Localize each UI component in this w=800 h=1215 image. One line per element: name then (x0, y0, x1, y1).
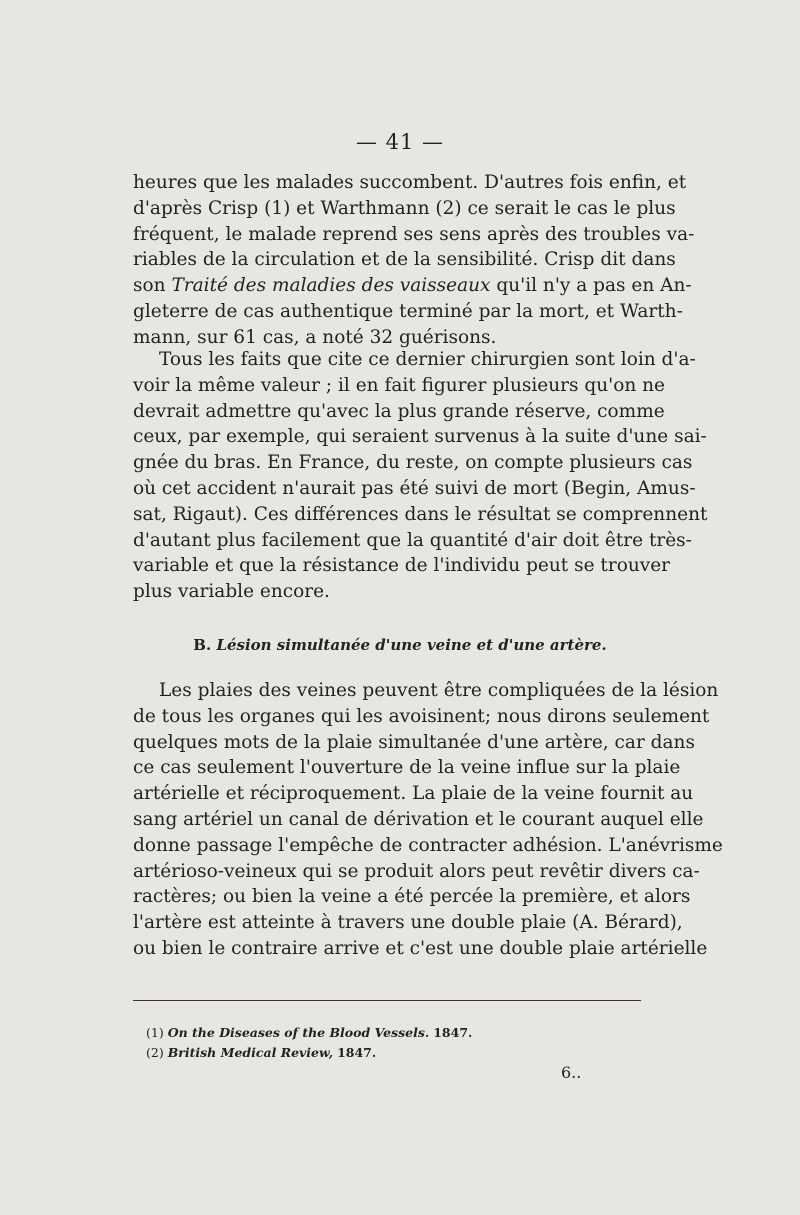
text-line: plus variable encore. (133, 581, 330, 603)
text-line: ce cas seulement l'ouverture de la veine influe sur la plaie (133, 757, 681, 779)
signature-mark: 6.. (561, 1063, 582, 1082)
footnote-divider (133, 1000, 641, 1001)
text-line: artérielle et réciproquement. La plaie de la veine fournit au (133, 783, 694, 805)
paragraph-2 (133, 347, 708, 605)
text-line: ou bien le contraire arrive et c'est une double plaie artérielle (133, 937, 708, 959)
text-line: Tous les faits que cite ce dernier chirurgien sont loin d'a- (159, 349, 696, 370)
paragraph-1 (133, 170, 695, 351)
text-line: heures que les malades succombent. D'autres fois enfin, et (133, 172, 687, 193)
footnote-title: British Medical Review, (167, 1045, 334, 1060)
text-line: variable et que la résistance de l'individu peut se trouver (133, 555, 670, 577)
text-line-with-title (133, 273, 692, 299)
paragraph-3 (133, 678, 723, 962)
text-line: sat, Rigaut). Ces différences dans le résultat se comprennent (133, 503, 708, 525)
text-line: mann, sur 61 cas, a noté 32 guérisons. (133, 326, 497, 348)
text-line: donne passage l'empêche de contracter adhésion. L'anévrisme (133, 834, 723, 856)
text-line: voir la même valeur ; il en fait figurer plusieurs qu'on ne (133, 374, 666, 396)
section-letter: B. (193, 636, 212, 654)
text-line: ractères; ou bien la veine a été percée la première, et alors (133, 886, 691, 908)
footnote-title: On the Diseases of the Blood Vessels. (167, 1025, 430, 1040)
text-run: qu'il n'y a pas en An- (490, 275, 692, 297)
text-line: riables de la circulation et de la sensibilité. Crisp dit dans (133, 249, 676, 271)
text-line: d'autant plus facilement que la quantité d'air doit être très- (133, 529, 692, 551)
text-line: Les plaies des veines peuvent être compliquées de la lésion (159, 680, 719, 701)
section-heading (0, 636, 800, 654)
footnote-year: 1847. (337, 1045, 377, 1060)
text-line: ceux, par exemple, qui seraient survenus à la suite d'une sai- (133, 426, 707, 448)
page-number: — 41 — (355, 130, 445, 154)
footnote-year: 1847. (433, 1025, 473, 1040)
footnote (146, 1043, 472, 1063)
text-line: où cet accident n'aurait pas été suivi de mort (Begin, Amus- (133, 477, 696, 499)
text-line: l'artère est atteinte à travers une double plaie (A. Bérard), (133, 912, 683, 934)
section-title: Lésion simultanée d'une veine et d'une artère. (216, 636, 607, 654)
text-line: de tous les organes qui les avoisinent; nous dirons seulement (133, 705, 710, 727)
text-line: sang artériel un canal de dérivation et le courant auquel elle (133, 808, 704, 830)
text-line: artérioso-veineux qui se produit alors peut revêtir divers ca- (133, 860, 700, 882)
text-line: gnée du bras. En France, du reste, on compte plusieurs cas (133, 452, 693, 474)
text-line: fréquent, le malade reprend ses sens après des troubles va- (133, 223, 695, 245)
text-line: d'après Crisp (1) et Warthmann (2) ce serait le cas le plus (133, 197, 676, 219)
book-title: Traité des maladies des vaisseaux (171, 275, 491, 297)
text-line: devrait admettre qu'avec la plus grande réserve, comme (133, 400, 665, 422)
text-run: son (133, 275, 172, 297)
text-line: gleterre de cas authentique terminé par la mort, et Warth- (133, 300, 683, 322)
footnotes (146, 1023, 472, 1063)
text-line: quelques mots de la plaie simultanée d'une artère, car dans (133, 731, 695, 753)
footnote-number: (2) (146, 1045, 164, 1060)
footnote (146, 1023, 472, 1043)
footnote-number: (1) (146, 1025, 164, 1040)
